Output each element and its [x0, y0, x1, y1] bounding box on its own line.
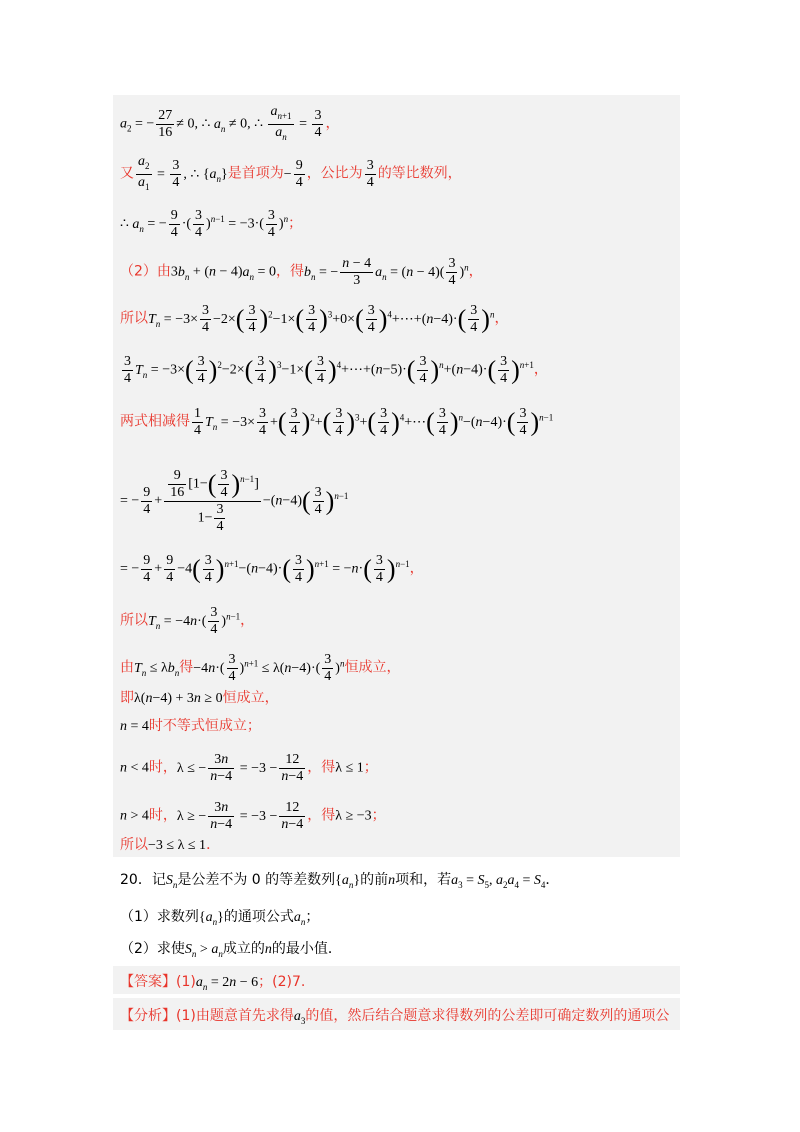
line-14: n < 4时，λ ≤ − $\frac{3n}{n-4}$ = −3 − $\frac{12}{n-4}$ ，得λ ≤ 1；: [120, 752, 378, 784]
analysis-tag: 【分析】: [120, 1008, 176, 1024]
line-11: 由$T_n \le \lambda b_n$得−4n·( $\frac{3}{4}$ )$^{n+1}$ ≤ λ(n−4)·( $\frac{3}{4}$ )$^n$恒成立，: [120, 652, 401, 684]
analysis-line: 【分析】(1)由题意首先求得$a_3$的值，然后结合题意求得数列的公差即可确定数列的通项公: [120, 1008, 670, 1026]
line-7: 两式相减得 $\frac{1}{4}$ $T_n = -3\times$ $\frac{3}{4}$ +( $\frac{3}{4}$ )$^2$+( $\frac{3}{4}$ )$^3$+( $\frac{3}{4}$ )$^4$+⋯( $\frac{3}{4}$ )$^n$−(n−4)·( $\frac{3}{4}$ )$^{n-1}$: [120, 406, 554, 438]
line-6: $\frac{3}{4}$ $T_n = -3\times$( $\frac{3}{4}$ )$^2$−2×( $\frac{3}{4}$ )$^3$−1×( $\frac{3}{4}$ )$^4$+⋯+(n−5)·( $\frac{3}{4}$ )$^n$+(n−4)·( $\frac{3}{4}$ )$^{n+1}$，: [124, 354, 548, 386]
line-12: 即λ(n−4) + 3n ≥ 0恒成立，: [120, 690, 279, 706]
line-10: 所以$T_n = -4n\cdot$( $\frac{3}{4}$ )$^{n-1}$，: [120, 605, 255, 637]
line-1: $a_2$ = − $\frac{27}{16}$ ≠ 0, ∴ $a_n \ne 0$, ∴ $\frac{a_{n+1}}{a_n}$ = $\frac{3}{4}$ ，: [120, 104, 340, 142]
question-20: 20．记$S_n$是公差不为 0 的等差数列$\{a_n\}$的前n项和，若$a_3 = S_5$, $a_2a_4 = S_4$．: [120, 872, 560, 890]
question-20-part-1: （1）求数列$\{a_n\}$的通项公式$a_n$；: [120, 909, 320, 927]
line-13: n = 4时不等式恒成立；: [120, 718, 261, 734]
line-8: = − $\frac{9}{4}$ + $\frac{9}{16}$ [1−( $\frac{3}{4}$ )$^{n-1}$] 1− $\frac{3}{4}$ −(n−4)( $\frac{3}{4}$ )$^{n-1}$: [120, 468, 349, 534]
line-9: = − $\frac{9}{4}$ + $\frac{9}{4}$ −4( $\frac{3}{4}$ )$^{n+1}$−(n−4)·( $\frac{3}{4}$ )$^{n+1}$ = −n·( $\frac{3}{4}$ )$^{n-1}$，: [120, 553, 424, 585]
question-20-part-2: （2）求使$S_n > a_n$成立的n的最小值．: [120, 941, 342, 959]
line-2: 又 $\frac{a_2}{a_1}$ = $\frac{3}{4}$ , ∴ $\{a_n\}$是首项为− $\frac{9}{4}$ ，公比为 $\frac{3}{4}$ 的等比数列，: [120, 154, 462, 192]
line-3: ∴ $a_n$ = − $\frac{9}{4}$ ·( $\frac{3}{4}$ )$^{n-1}$ = −3·( $\frac{3}{4}$ )$^n$；: [120, 208, 303, 240]
line-15: n > 4时，λ ≥ − $\frac{3n}{n-4}$ = −3 − $\frac{12}{n-4}$ ，得λ ≥ −3；: [120, 800, 386, 832]
answer-tag: 【答案】: [120, 974, 176, 990]
line-5: 所以$T_n = -3\times$ $\frac{3}{4}$ −2×( $\frac{3}{4}$ )$^2$−1×( $\frac{3}{4}$ )$^3$+0×( $\frac{3}{4}$ )$^4$+⋯+(n−4)·( $\frac{3}{4}$ )$^n$，: [120, 303, 509, 335]
answer-line: 【答案】$(1)a_n = 2n - 6$；(2)7.: [120, 974, 306, 992]
line-16: 所以−3 ≤ λ ≤ 1．: [120, 837, 221, 853]
line-4: （2）由$3b_n + (n - 4)a_n = 0$，得$b_n$ = − $\frac{n - 4}{3}$ $a_n = (n - 4)$( $\frac{3}{4}$ )$^n$，: [120, 256, 483, 288]
